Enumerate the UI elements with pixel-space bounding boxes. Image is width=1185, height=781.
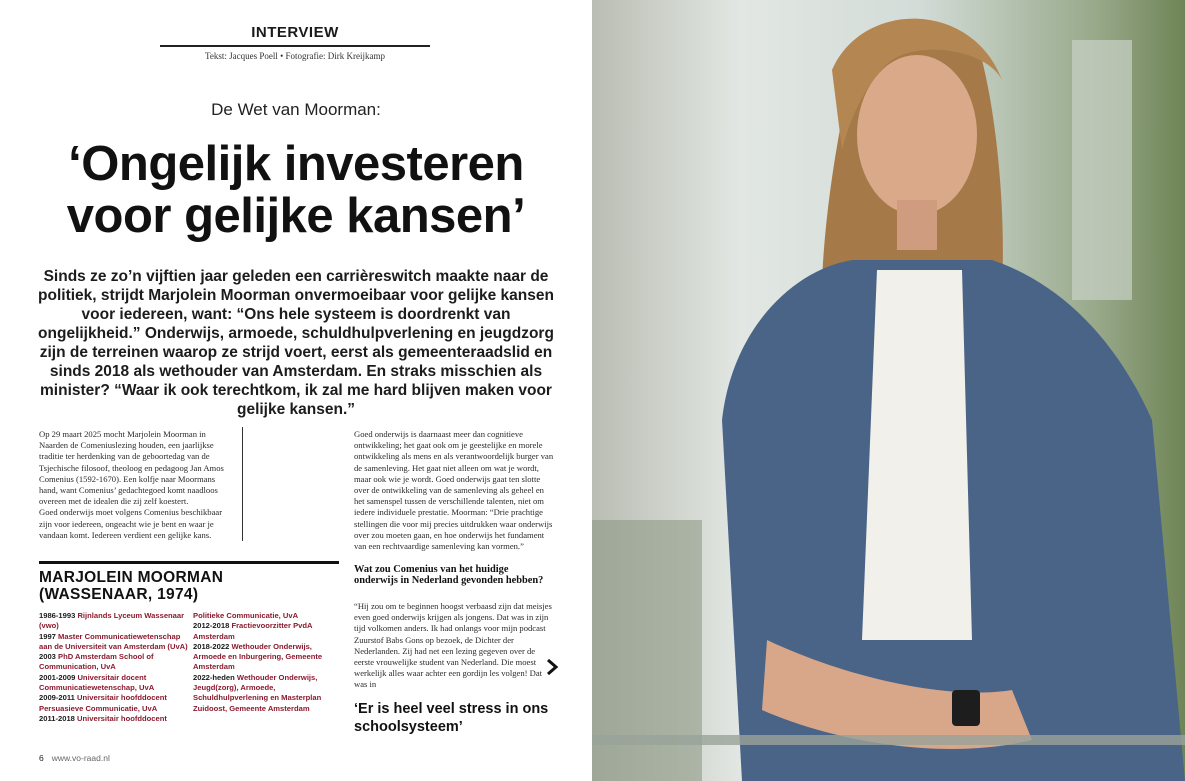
portrait-illustration (592, 0, 1185, 781)
bio-text: Universitair hoofddocent Persuasieve Communicatie, UvA (39, 693, 167, 713)
bio-text: Universitair hoofddocent (77, 713, 167, 723)
bio-years: 2001-2009 (39, 672, 76, 682)
bio-entry (39, 693, 189, 714)
bio-text: Politieke Communicatie, UvA (193, 611, 299, 620)
bio-list-right (193, 611, 343, 714)
left-page (0, 0, 592, 781)
bio-entry (39, 714, 189, 724)
answer-paragraph (354, 601, 554, 691)
bio-rule (39, 561, 339, 564)
column-divider (242, 427, 243, 541)
section-rule (160, 45, 430, 47)
bio-text: Rijnlands Lyceum Wassenaar (vwo) (39, 611, 185, 631)
page-number: 6 (39, 753, 44, 763)
folio (39, 753, 110, 763)
bio-entry (39, 673, 189, 694)
bio-years: 1986-1993 (39, 611, 76, 620)
body-paragraph: Goed onderwijs moet volgens Comenius beschikbaar zijn voor iedereen, ongeacht wie je bent en waar je vandaan komt. Iedereen verdient een gelijke kans. (39, 507, 223, 540)
bio-entry (193, 673, 343, 714)
bio-list-left (39, 611, 189, 724)
headline-line-1: ‘Ongelijk investeren (68, 137, 524, 191)
body-paragraph: Goed onderwijs is daarnaast meer dan cognitieve ontwikkeling; het gaat ook om je geestelijke en morele ontwikkeling als mens en als verantwoordelijk burger van de samenleving. Het gaat niet alleen om wat je wordt, maar ook wie je wordt. Goed onderwijs gaat ten slotte over de ontwikkeling van de samenleving als geheel en het samenspel tussen de verschillende talenten, niet om iedere individuele prestatie. Moorman: “Drie prachtige stellingen die voor mij precies uitdrukken waar onderwijs over zou moeten gaan, en hoe onderwijs het fundament van een rechtvaardige samenleving kan vormen.” (354, 429, 554, 552)
bio-years: 2018-2022 (193, 641, 230, 651)
bio-text: Universitair docent Communicatiewetenschap, UvA (39, 672, 155, 693)
bio-years: 2012-2018 (193, 621, 230, 631)
bio-entry (39, 652, 189, 673)
bio-years: 2003 (39, 652, 56, 662)
bio-years: 2009-2011 (39, 693, 75, 703)
bio-entry (39, 632, 189, 653)
bio-name-line-2: (WASSENAAR, 1974) (39, 585, 199, 603)
website-url: www.vo-raad.nl (51, 753, 110, 763)
bio-text: Master Communicatiewetenschap aan de Universiteit van Amsterdam (UvA) (39, 631, 188, 651)
headline (10, 138, 582, 242)
kicker: De Wet van Moorman: (211, 100, 381, 119)
body-paragraph: “Hij zou om te beginnen hoogst verbaasd zijn dat meisjes even goed onderwijs krijgen als jongens. Dat was in zijn tijd volkomen anders. Ik had onlangs voor mijn podcast Zuurstof Babs Gons op bezoek, de Dichter der Nederlanden. Zij had net een lezing gegeven over de eerste vrouwelijke student van Nederland. Die moest werkelijk alles waar achter een gordijn les volgen! Dat was in (354, 601, 552, 690)
bio-entry (39, 611, 189, 632)
pull-quote: ‘Er is heel veel stress in ons schoolsysteem’ (354, 701, 549, 735)
bio-years: 2022-heden (193, 672, 235, 682)
chevron-right-icon[interactable] (545, 658, 559, 676)
bio-entry (193, 611, 343, 621)
bio-entry (193, 621, 343, 642)
bio-text: Wethouder Onderwijs, Jeugd(zorg), Armoede, Schuldhulpverlening en Masterplan Zuidoost, Gemeente Amsterdam (193, 672, 322, 713)
bio-text: PhD Amsterdam School of Communication, UvA (39, 652, 154, 672)
section-label: INTERVIEW (251, 24, 339, 41)
question-heading: Wat zou Comenius van het huidige onderwijs in Nederland gevonden hebben? (354, 564, 544, 586)
bio-entry (193, 642, 343, 673)
body-column-right (354, 429, 554, 552)
body-column-left (39, 429, 234, 541)
bio-text: Wethouder Onderwijs, Armoede en Inburgering, Gemeente Amsterdam (193, 641, 323, 672)
bio-name (39, 570, 339, 603)
intro-paragraph: Sinds ze zo’n vijftien jaar geleden een carrièreswitch maakte naar de politiek, strijdt Marjolein Moorman onvermoeibaar voor gelijke kansen voor iedereen, want: “Ons hele systeem is doordrenkt van ongelijkheid.” Onderwijs, armoede, schuldhulpverlening en jeugdzorg zijn de terreinen waarop ze strijd voert, eerst als gemeenteraadslid en sinds 2018 als wethouder van Amsterdam. En straks misschien als minister? “Waar ik ook terechtkom, ik zal me hard blijven maken voor gelijke kansen.” (38, 268, 554, 418)
headline-line-2: voor gelijke kansen’ (66, 189, 526, 243)
bio-name-line-1: MARJOLEIN MOORMAN (39, 569, 224, 586)
bio-years: 2011-2018 (39, 713, 75, 723)
portrait-photo (592, 0, 1185, 781)
bio-years: 1997 (39, 631, 56, 641)
body-paragraph: Op 29 maart 2025 mocht Marjolein Moorman in Naarden de Comeniuslezing houden, een jaarlijkse traditie ter herdenking van de geboortedag van de Tsjechische filosoof, theoloog en pedagoog Jan Amos Comenius (1592-1670). Een kolfje naar Moormans hand, want Comenius’ gedachtegoed komt naadloos overeen met de idealen die zij zelf koestert. (39, 429, 224, 507)
bio-text: Fractievoorzitter PvdA Amsterdam (193, 621, 313, 641)
byline: Tekst: Jacques Poell • Fotografie: Dirk Kreijkamp (205, 51, 385, 61)
